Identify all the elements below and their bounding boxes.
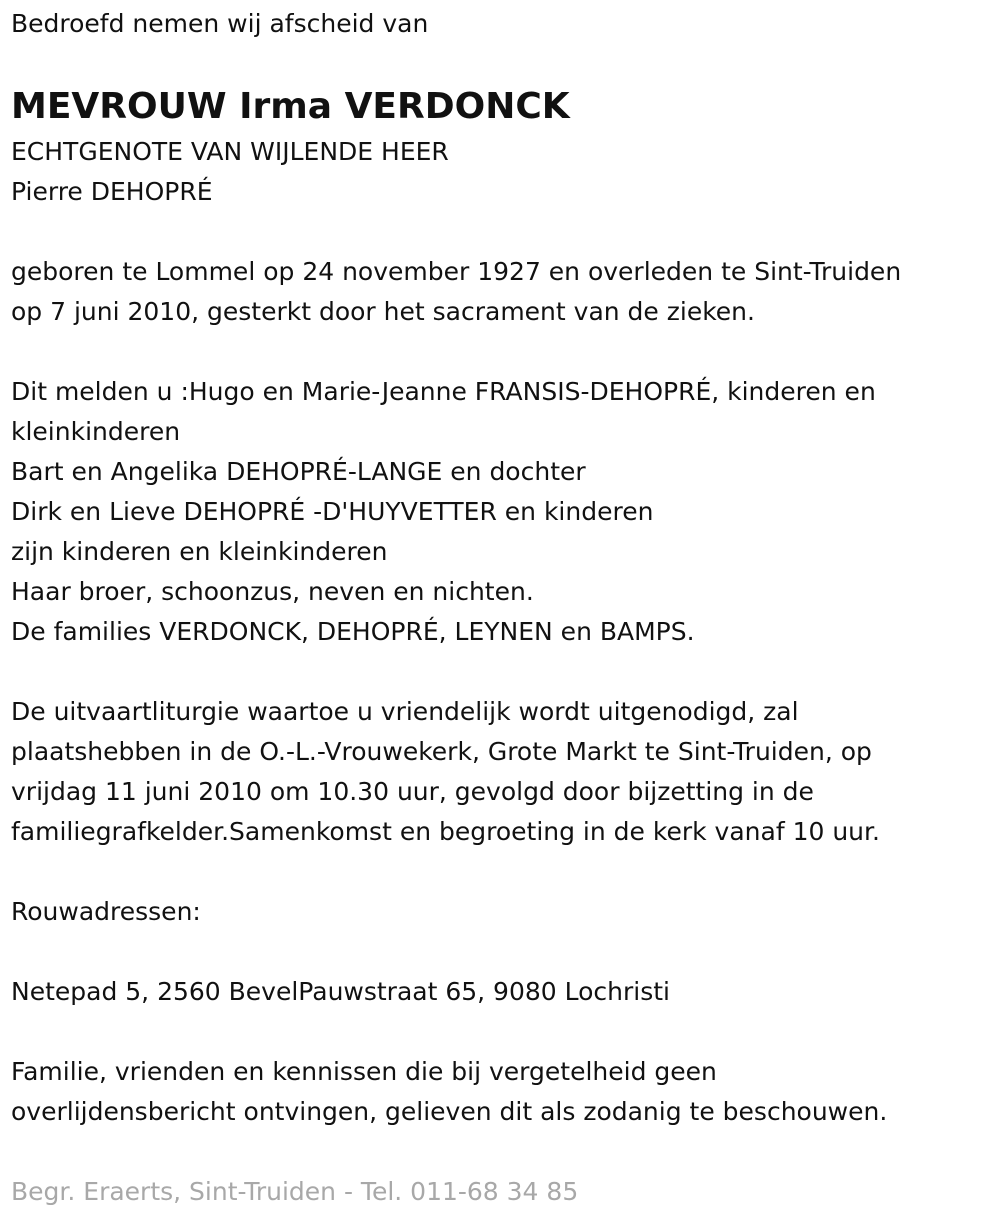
paragraph-line: De families VERDONCK, DEHOPRÉ, LEYNEN en BAMPS. [11, 617, 695, 646]
birth-death-paragraph [11, 252, 991, 332]
funeral-home-footer: Begr. Eraerts, Sint-Truiden - Tel. 011-68 34 85 [11, 1177, 579, 1206]
paragraph-line: kleinkinderen [11, 417, 181, 446]
obituary-notice [11, 0, 991, 1212]
paragraph-line: vrijdag 11 juni 2010 om 10.30 uur, gevolgd door bijzetting in de [11, 777, 814, 806]
paragraph-line: zijn kinderen en kleinkinderen [11, 537, 388, 566]
closing-paragraph [11, 1052, 991, 1132]
relation-text: ECHTGENOTE VAN WIJLENDE HEER [11, 137, 449, 166]
paragraph-line: geboren te Lommel op 24 november 1927 en overleden te Sint-Truiden [11, 257, 902, 286]
paragraph-line: De uitvaartliturgie waartoe u vriendelijk wordt uitgenodigd, zal [11, 697, 799, 726]
paragraph-line: overlijdensbericht ontvingen, gelieven dit als zodanig te beschouwen. [11, 1097, 888, 1126]
paragraph-line: Bart en Angelika DEHOPRÉ-LANGE en dochter [11, 457, 586, 486]
announcers-paragraph [11, 372, 991, 652]
funeral-paragraph [11, 692, 991, 852]
deceased-name: MEVROUW Irma VERDONCK [11, 86, 570, 127]
paragraph-line: op 7 juni 2010, gesterkt door het sacrament van de zieken. [11, 297, 755, 326]
paragraph-line: Dirk en Lieve DEHOPRÉ -D'HUYVETTER en kinderen [11, 497, 654, 526]
paragraph-line: plaatshebben in de O.-L.-Vrouwekerk, Grote Markt te Sint-Truiden, op [11, 737, 872, 766]
paragraph-line: Haar broer, schoonzus, neven en nichten. [11, 577, 534, 606]
paragraph-line: Dit melden u :Hugo en Marie-Jeanne FRANSIS-DEHOPRÉ, kinderen en [11, 377, 876, 406]
spouse-name: Pierre DEHOPRÉ [11, 177, 213, 206]
addresses-text: Netepad 5, 2560 BevelPauwstraat 65, 9080 Lochristi [11, 977, 670, 1006]
paragraph-line: Familie, vrienden en kennissen die bij vergetelheid geen [11, 1057, 717, 1086]
intro-text: Bedroefd nemen wij afscheid van [11, 9, 429, 38]
addresses-label: Rouwadressen: [11, 897, 201, 926]
paragraph-line: familiegrafkelder.Samenkomst en begroeting in de kerk vanaf 10 uur. [11, 817, 880, 846]
